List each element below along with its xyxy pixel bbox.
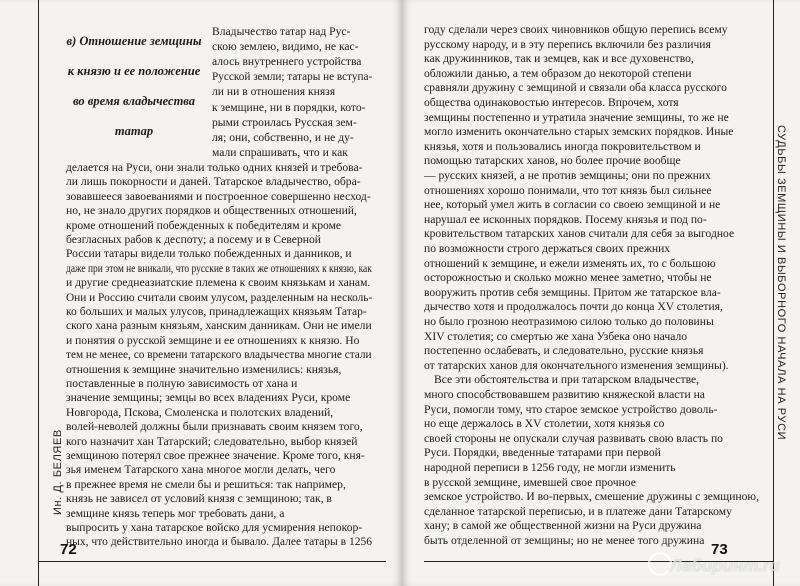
right-running-head: СУДЬБЫ ЗЕМЩИНЫ И ВЫБОРНОГО НАЧАЛА НА РУСИ (775, 125, 787, 441)
text-line: отношений к земщине, и ежели изменять их, то с большою (424, 256, 716, 270)
left-running-head: Ин. Д. БЕЛЯЕВ (52, 429, 64, 515)
text-line: но было грозною неотразимою силою только до половины (424, 315, 714, 328)
text-line: хану; в самой же общественной жизни на Руси дружина (424, 519, 702, 533)
text-line: рыми строилась Русская зем- (212, 115, 357, 129)
text-line: XIV столетия; со смертью же хана Узбека оно начало (424, 329, 688, 343)
store-logo-icon (648, 552, 672, 576)
text-line: обложили данью, а тем образом до некоторой степени (424, 66, 692, 80)
text-line: даже при этом не вникали, что русские в таких же отношениях к князю, как (66, 261, 372, 275)
text-line: скою землею, видимо, не кас- (212, 40, 359, 54)
text-line: князь не зависел от условий князя с земщиною; так, в (66, 492, 332, 506)
text-line: кого назначит хан Татарский; следовательно, выбор князей (66, 434, 358, 448)
text-line: алось внутреннего устройства (212, 55, 362, 69)
text-line: народной переписи в 1256 году, не могли изменить (424, 461, 676, 474)
text-line: как дружинников, так и земцев, как и все духовенство, (424, 52, 694, 66)
text-line: быть отделенной от земщины; но не менее того дружина (424, 534, 705, 547)
text-line: земщиною потерял свое прежнее значение. Кроме того, кня- (66, 449, 365, 462)
text-line: общества одинаковостью интересов. Впрочем, хотя (424, 96, 679, 109)
text-line: отношениях хорошо понимали, что тот князь был сильнее (424, 183, 712, 197)
text-line: Все эти обстоятельства и при татарском владычестве, (434, 373, 700, 387)
text-line: году сделали через своих чиновников общую перепись всему (424, 23, 728, 36)
text-line: осторожностью и сколько можно менее заметно, чтобы не (424, 271, 712, 285)
right-page (402, 0, 800, 586)
text-line: нее, который умел жить в согласии со своею земщиной и не (424, 198, 721, 212)
text-line: волей-неволей должны были признавать своим князем того, (66, 420, 363, 434)
text-line: России татары видели только побежденных и данников, и (66, 247, 352, 261)
text-line: могло изменить окончательно старых земских порядков. Иные (424, 125, 734, 139)
text-line: и понятия о русской земщине и ее отношениях к князю. Но (66, 333, 360, 347)
text-line: зья именем Татарского хана многое могли делать, чего (66, 463, 336, 477)
text-line: ко больших и малых улусов, принадлежащих князьям Татар- (66, 305, 367, 318)
store-watermark: Лабиринт.ru (670, 556, 780, 575)
text-line: зовавшееся завоеваниями и построенное совершенно несход- (66, 189, 371, 203)
text-line: помощью татарских ханов, но более прочие вообще (424, 154, 681, 168)
text-line: кроме отношений побежденных к победителям и кроме (66, 218, 342, 232)
text-line: русскому народу, и в эту перепись включили без различия (424, 37, 711, 51)
text-line: Владычество татар над Рус- (212, 25, 351, 38)
text-line: но, не знало других порядков и общественных отношений, (66, 204, 357, 218)
text-line: дычество хотя и продолжалось почти до конца XV столетия, (424, 300, 723, 314)
text-line: ли ни в отношения князя (212, 85, 336, 99)
text-line: сравняли дружину с земщиной и связали оба класса русского (424, 81, 727, 95)
text-line: отношения к земщине значительно изменились: князья, (66, 362, 342, 376)
heading-line: в) Отношение земщины (66, 34, 202, 48)
right-page-number: 73 (711, 541, 728, 558)
heading-line: к князю и ее положение (67, 64, 201, 78)
text-line: постепенно ослабевать, и следовательно, русские князья (424, 344, 704, 358)
text-line: сделанное татарской переписью, и в платеже дани Татарскому (424, 504, 732, 518)
text-line: по возможности строго держаться своих прежних (424, 242, 671, 255)
text-line: ля; они, собственно, и не ду- (212, 130, 354, 144)
heading-line: во время владычества (72, 94, 196, 108)
left-footer-rule (38, 561, 386, 562)
text-line: делается на Руси, они знали только одних князей и требова- (66, 161, 363, 174)
text-line: тем не менее, со времени татарского владычества многие стали (66, 348, 372, 362)
text-line: нарушал ее исконных порядков. Посему князья и под по- (424, 212, 707, 226)
text-line: своей стороны не опускали случая развивать свою власть по (424, 431, 723, 445)
text-line: много способствовавшем развитию княжеской власти на (424, 388, 705, 401)
text-line: Новгорода, Пскова, Смоленска и полотских владений, (66, 405, 334, 419)
text-line: мали спрашивать, что и как (212, 145, 348, 159)
text-line: Они и Россию считали своим улусом, разделенным на несколь- (66, 290, 373, 304)
text-line: — русских князей, а не против земщины; они по прежних (424, 169, 711, 182)
left-page-number: 72 (60, 541, 77, 558)
text-line: поставленные в полную зависимость от хана и (66, 377, 298, 390)
text-line: ных, что действительно иногда и бывало. Далее татары в 1256 (66, 535, 373, 549)
text-line: Руси, помогли тому, что старое земское устройство доволь- (424, 402, 718, 416)
heading-line: татар (114, 124, 154, 138)
text-line: Руси. Порядки, введенные татарами при первой (424, 446, 661, 460)
text-line: земщине князь теперь мог требовать дани, а (66, 506, 285, 520)
text-line: в русской земщине, имевшей свое прочное (424, 475, 636, 489)
text-line: кровительством татарских ханов считали для себя за выгодное (424, 227, 735, 241)
text-line: ли лишь покорности и даней. Татарское владычество, обра- (66, 175, 361, 189)
text-line: но еще держалось в XV столетии, хотя князья со (424, 417, 665, 431)
text-line: и другие среднеазиатские племена к своим князькам и ханам. (66, 276, 371, 290)
section-heading (64, 26, 204, 146)
text-line: ского хана разным князьям, ханским данникам. Они не имели (66, 319, 372, 333)
text-line: к земщине, ни в порядки, кото- (212, 100, 366, 114)
text-line: князья, хотя и пользовались иногда покровительством и (424, 139, 701, 153)
text-line: значение земщины; земцы во всех владениях Руси, кроме (66, 391, 351, 405)
text-line: от татарских ханов для окончательного изменения земщины). (424, 358, 729, 372)
text-line: земщины постепенно и утратила значение земщины, то же не (424, 110, 729, 124)
text-line: Русской земли; татары не вступа- (212, 70, 373, 84)
text-line: вооружить против себя земщины. Притом же татарское вла- (424, 285, 721, 299)
text-line: безгласных рабов к деспоту; а посему и в Северной (66, 233, 321, 246)
text-line: в прежнее время не смели бы и решиться: так например, (66, 477, 346, 491)
text-line: выпросить у хана татарское войско для усмирения непокор- (66, 521, 363, 534)
text-line: земское устройство. И во-первых, смешение дружины с земщиною, (424, 490, 759, 504)
